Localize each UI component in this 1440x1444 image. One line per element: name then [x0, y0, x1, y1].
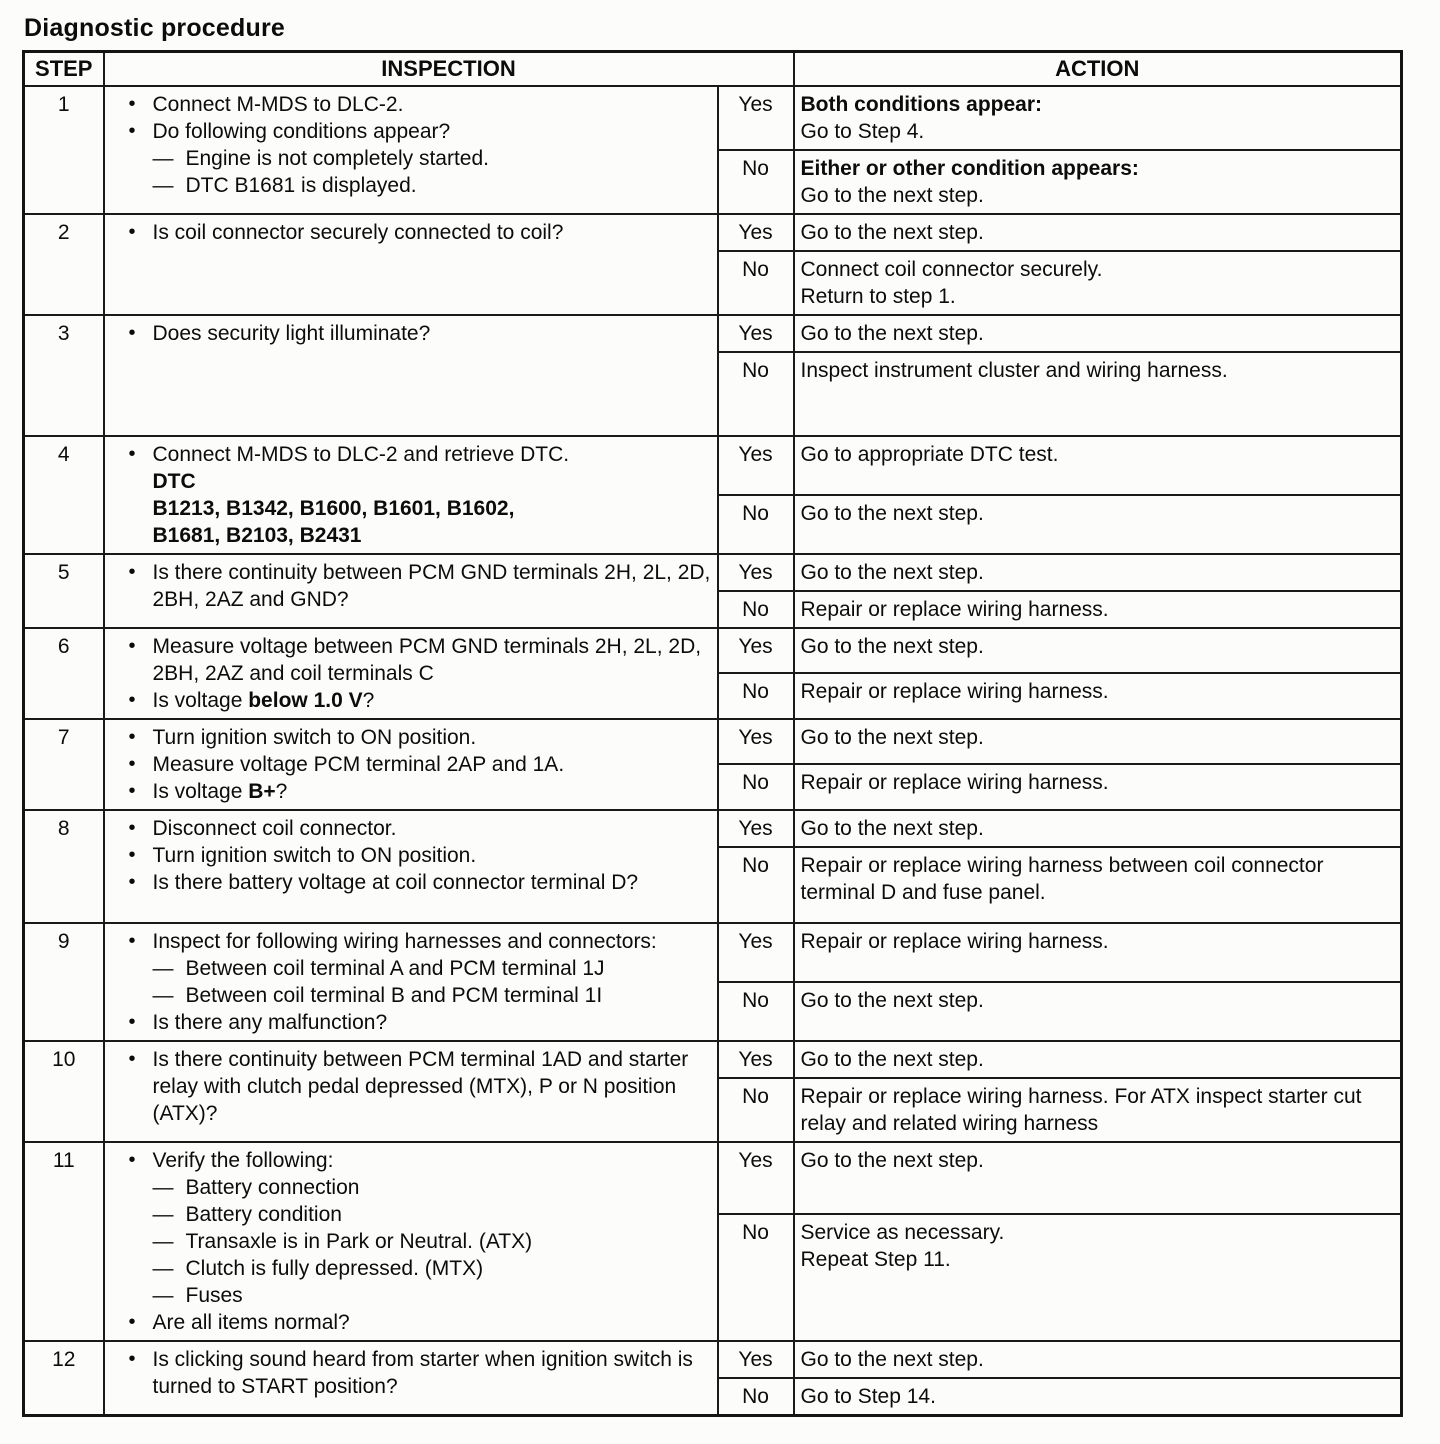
line-text: Go to the next step. [800, 1148, 984, 1172]
line-text: Go to the next step. [800, 183, 984, 207]
line-text: Transaxle is in Park or Neutral. (ATX) [185, 1229, 533, 1253]
action-cell [794, 150, 1402, 214]
inspection-line [111, 1046, 711, 1127]
answer-cell: No [718, 591, 794, 628]
action-cell [794, 847, 1402, 923]
action-line [801, 256, 1395, 283]
inspection-line [111, 842, 711, 869]
table-row [24, 86, 1402, 150]
action-line [801, 815, 1395, 842]
line-text: Go to the next step. [800, 220, 984, 244]
action-line [801, 357, 1395, 384]
action-line [801, 1147, 1395, 1174]
action-line [801, 91, 1395, 118]
bullet-icon: • [128, 321, 136, 344]
bullet-icon: • [128, 1310, 136, 1333]
inspection-line [111, 778, 711, 805]
table-row [24, 719, 1402, 765]
line-text: Disconnect coil connector. [152, 816, 397, 840]
answer-cell: No [718, 982, 794, 1041]
inspection-line [111, 172, 711, 199]
line-text: Connect M-MDS to DLC-2. [152, 92, 404, 116]
answer-cell: Yes [718, 923, 794, 982]
line-text: Repeat Step 11. [800, 1248, 951, 1272]
answer-cell: Yes [718, 436, 794, 495]
answer-cell: Yes [718, 628, 794, 674]
line-text: Is voltage below 1.0 V? [152, 688, 375, 712]
inspection-cell [104, 86, 718, 214]
action-line [801, 1346, 1395, 1373]
inspection-cell [104, 1041, 718, 1142]
answer-cell: No [718, 495, 794, 554]
inspection-cell [104, 436, 718, 554]
line-text: Does security light illuminate? [152, 321, 431, 345]
answer-cell: No [718, 150, 794, 214]
inspection-line [111, 982, 711, 1009]
line-text: Go to Step 4. [800, 119, 925, 143]
inspection-line [111, 1346, 711, 1400]
line-text: B1681, B2103, B2431 [152, 523, 362, 547]
inspection-line [111, 687, 711, 714]
action-cell [794, 1214, 1402, 1340]
dash-icon: — [152, 956, 174, 980]
line-text: Is voltage B+? [152, 779, 288, 803]
answer-cell: Yes [718, 86, 794, 150]
bullet-icon: • [128, 442, 136, 465]
action-line [801, 987, 1395, 1014]
line-text: Go to the next step. [800, 725, 984, 749]
bullet-icon: • [128, 220, 136, 243]
inspection-line [153, 495, 711, 522]
inspection-cell [104, 554, 718, 628]
inspection-line [111, 869, 711, 896]
inspection-line [111, 815, 711, 842]
answer-cell: No [718, 1378, 794, 1416]
line-text: Go to the next step. [800, 988, 984, 1012]
action-cell [794, 554, 1402, 591]
answer-cell: Yes [718, 810, 794, 847]
inspection-line [111, 320, 711, 347]
inspection-cell [104, 923, 718, 1041]
bullet-icon: • [128, 92, 136, 115]
header-action: ACTION [794, 52, 1402, 86]
inspection-line [111, 91, 711, 118]
step-number: 1 [24, 86, 104, 214]
action-cell [794, 352, 1402, 436]
answer-cell: No [718, 251, 794, 315]
line-text: Service as necessary. [800, 1221, 1005, 1245]
bullet-icon: • [128, 1347, 136, 1370]
action-cell [794, 1041, 1402, 1078]
action-line [801, 1046, 1395, 1073]
action-cell [794, 764, 1402, 810]
answer-cell: Yes [718, 1041, 794, 1078]
action-cell [794, 628, 1402, 674]
step-number: 7 [24, 719, 104, 810]
inspection-cell [104, 1341, 718, 1416]
dash-icon: — [152, 983, 174, 1007]
line-text: Go to the next step. [800, 560, 984, 584]
action-cell [794, 436, 1402, 495]
line-text: Go to the next step. [800, 634, 984, 658]
line-text: Is there continuity between PCM terminal 1AD and starter relay with clutch pedal depressed (MTX), P or N position (ATX)? [152, 1047, 689, 1125]
table-row [24, 1341, 1402, 1378]
bullet-icon: • [128, 752, 136, 775]
action-cell [794, 1078, 1402, 1142]
line-text: Fuses [185, 1283, 243, 1307]
inspection-line [111, 441, 711, 468]
bullet-icon: • [128, 1010, 136, 1033]
inspection-cell [104, 719, 718, 810]
table-row [24, 1041, 1402, 1078]
step-number: 4 [24, 436, 104, 554]
action-line [801, 219, 1395, 246]
line-text: Verify the following: [152, 1148, 334, 1172]
answer-cell: Yes [718, 315, 794, 352]
action-cell [794, 719, 1402, 765]
action-cell [794, 673, 1402, 719]
bullet-icon: • [128, 870, 136, 893]
answer-cell: Yes [718, 1142, 794, 1215]
inspection-line [111, 219, 711, 246]
dash-icon: — [152, 1202, 174, 1226]
line-text: Connect coil connector securely. [800, 257, 1103, 281]
line-text: Measure voltage between PCM GND terminals 2H, 2L, 2D, 2BH, 2AZ and coil terminals C [152, 634, 702, 685]
answer-cell: Yes [718, 214, 794, 251]
action-cell [794, 1341, 1402, 1378]
bullet-icon: • [128, 1047, 136, 1070]
inspection-line [111, 1228, 711, 1255]
line-text: Clutch is fully depressed. (MTX) [185, 1256, 484, 1280]
bullet-icon: • [128, 779, 136, 802]
inspection-cell [104, 214, 718, 315]
line-text: Go to the next step. [800, 1347, 984, 1371]
inspection-line [111, 559, 711, 613]
bullet-icon: • [128, 560, 136, 583]
action-line [801, 1246, 1395, 1273]
action-cell [794, 315, 1402, 352]
bullet-icon: • [128, 725, 136, 748]
line-text: Turn ignition switch to ON position. [152, 843, 477, 867]
step-number: 5 [24, 554, 104, 628]
action-line [801, 283, 1395, 310]
line-text: Battery condition [185, 1202, 342, 1226]
line-text: Engine is not completely started. [185, 146, 489, 170]
table-row [24, 628, 1402, 674]
inspection-line [111, 1309, 711, 1336]
line-text: Return to step 1. [800, 284, 956, 308]
inspection-cell [104, 315, 718, 436]
inspection-line [153, 522, 711, 549]
action-line [801, 559, 1395, 586]
line-text: Repair or replace wiring harness between coil connector terminal D and fuse panel. [800, 853, 1324, 904]
line-text: Connect M-MDS to DLC-2 and retrieve DTC. [152, 442, 570, 466]
step-number: 11 [24, 1142, 104, 1341]
action-cell [794, 86, 1402, 150]
line-text: Are all items normal? [152, 1310, 350, 1334]
line-text: Repair or replace wiring harness. [800, 929, 1109, 953]
action-cell [794, 251, 1402, 315]
answer-cell: No [718, 1214, 794, 1340]
answer-cell: Yes [718, 719, 794, 765]
line-text: B1213, B1342, B1600, B1601, B1602, [152, 496, 515, 520]
line-text: Repair or replace wiring harness. [800, 771, 1109, 794]
line-text: Inspect for following wiring harnesses and connectors: [152, 929, 657, 953]
bullet-icon: • [128, 1148, 136, 1171]
dash-icon: — [152, 1229, 174, 1253]
line-text: DTC [152, 469, 196, 493]
line-text: Either or other condition appears: [800, 156, 1139, 180]
line-text: Repair or replace wiring harness. For ATX inspect starter cut relay and related wiring harness [800, 1084, 1362, 1135]
line-text: Inspect instrument cluster and wiring harness. [800, 358, 1228, 382]
line-text: Do following conditions appear? [152, 119, 451, 143]
inspection-line [111, 1255, 711, 1282]
table-row [24, 436, 1402, 495]
bullet-icon: • [128, 929, 136, 952]
line-text: Is clicking sound heard from starter when ignition switch is turned to START position? [152, 1347, 693, 1398]
inspection-line [111, 724, 711, 751]
action-line [801, 1219, 1395, 1246]
line-text: Between coil terminal A and PCM terminal 1J [185, 956, 605, 980]
answer-cell: No [718, 673, 794, 719]
line-text: Go to the next step. [800, 816, 984, 840]
action-line [801, 633, 1395, 660]
action-cell [794, 1378, 1402, 1416]
answer-cell: Yes [718, 1341, 794, 1378]
action-line [801, 182, 1395, 209]
answer-cell: No [718, 764, 794, 810]
header-row [24, 52, 1402, 86]
inspection-line [111, 118, 711, 145]
bullet-icon: • [128, 119, 136, 142]
answer-cell: No [718, 847, 794, 923]
line-text: Repair or replace wiring harness. [800, 597, 1109, 621]
inspection-line [111, 955, 711, 982]
answer-cell: Yes [718, 554, 794, 591]
inspection-line [111, 751, 711, 778]
inspection-line [111, 1009, 711, 1036]
step-number: 12 [24, 1341, 104, 1416]
action-line [801, 441, 1395, 468]
line-text: Both conditions appear: [800, 92, 1042, 116]
step-number: 6 [24, 628, 104, 719]
step-number: 8 [24, 810, 104, 923]
table-body [24, 86, 1402, 1416]
action-line [801, 724, 1395, 751]
action-cell [794, 1142, 1402, 1215]
action-line [801, 1383, 1395, 1410]
table-row [24, 810, 1402, 847]
table-row [24, 554, 1402, 591]
line-text: Go to the next step. [800, 1047, 984, 1071]
action-line [801, 678, 1395, 705]
inspection-cell [104, 628, 718, 719]
line-text: Is there any malfunction? [152, 1010, 388, 1034]
bullet-icon: • [128, 634, 136, 657]
header-step: STEP [24, 52, 104, 86]
page-title: Diagnostic procedure [24, 14, 285, 42]
dash-icon: — [152, 173, 174, 197]
answer-cell: No [718, 1078, 794, 1142]
inspection-line [111, 145, 711, 172]
line-text: Go to the next step. [800, 501, 984, 525]
answer-cell: No [718, 352, 794, 436]
line-text: DTC B1681 is displayed. [185, 173, 417, 197]
step-number: 3 [24, 315, 104, 436]
action-line [801, 596, 1395, 623]
bullet-icon: • [128, 816, 136, 839]
action-line [801, 852, 1395, 906]
table-row [24, 1142, 1402, 1215]
inspection-line [111, 1147, 711, 1174]
action-line [801, 320, 1395, 347]
line-text: Go to appropriate DTC test. [800, 442, 1059, 466]
action-line [801, 500, 1395, 527]
line-text: Measure voltage PCM terminal 2AP and 1A. [152, 752, 565, 776]
inspection-line [111, 1282, 711, 1309]
inspection-cell [104, 1142, 718, 1341]
table-header [24, 52, 1402, 86]
bullet-icon: • [128, 688, 136, 711]
action-cell [794, 982, 1402, 1041]
action-line [801, 155, 1395, 182]
step-number: 2 [24, 214, 104, 315]
inspection-cell [104, 810, 718, 923]
step-number: 9 [24, 923, 104, 1041]
action-cell [794, 591, 1402, 628]
line-text: Battery connection [185, 1175, 360, 1199]
table-row [24, 923, 1402, 982]
table-row [24, 315, 1402, 352]
dash-icon: — [152, 146, 174, 170]
line-text: Between coil terminal B and PCM terminal 1I [185, 983, 603, 1007]
action-cell [794, 810, 1402, 847]
inspection-line [111, 928, 711, 955]
action-line [801, 118, 1395, 145]
dash-icon: — [152, 1175, 174, 1199]
line-text: Go to the next step. [800, 321, 984, 345]
line-text: Is there continuity between PCM GND terminals 2H, 2L, 2D, 2BH, 2AZ and GND? [152, 560, 711, 611]
action-cell [794, 495, 1402, 554]
inspection-line [111, 1201, 711, 1228]
diagnostic-procedure-table [22, 50, 1403, 1417]
action-cell [794, 923, 1402, 982]
step-number: 10 [24, 1041, 104, 1142]
table-row [24, 214, 1402, 251]
bullet-icon: • [128, 843, 136, 866]
action-line [801, 928, 1395, 955]
inspection-line [111, 1174, 711, 1201]
inspection-line [153, 468, 711, 495]
line-text: Go to Step 14. [800, 1384, 936, 1408]
line-text: Is coil connector securely connected to coil? [152, 220, 564, 244]
inspection-line [111, 633, 711, 687]
line-text: Repair or replace wiring harness. [800, 680, 1109, 703]
action-line [801, 1083, 1395, 1137]
dash-icon: — [152, 1256, 174, 1280]
action-line [801, 769, 1395, 796]
header-inspection: INSPECTION [104, 52, 794, 86]
dash-icon: — [152, 1283, 174, 1307]
action-cell [794, 214, 1402, 251]
line-text: Is there battery voltage at coil connector terminal D? [152, 870, 639, 894]
line-text: Turn ignition switch to ON position. [152, 725, 477, 749]
